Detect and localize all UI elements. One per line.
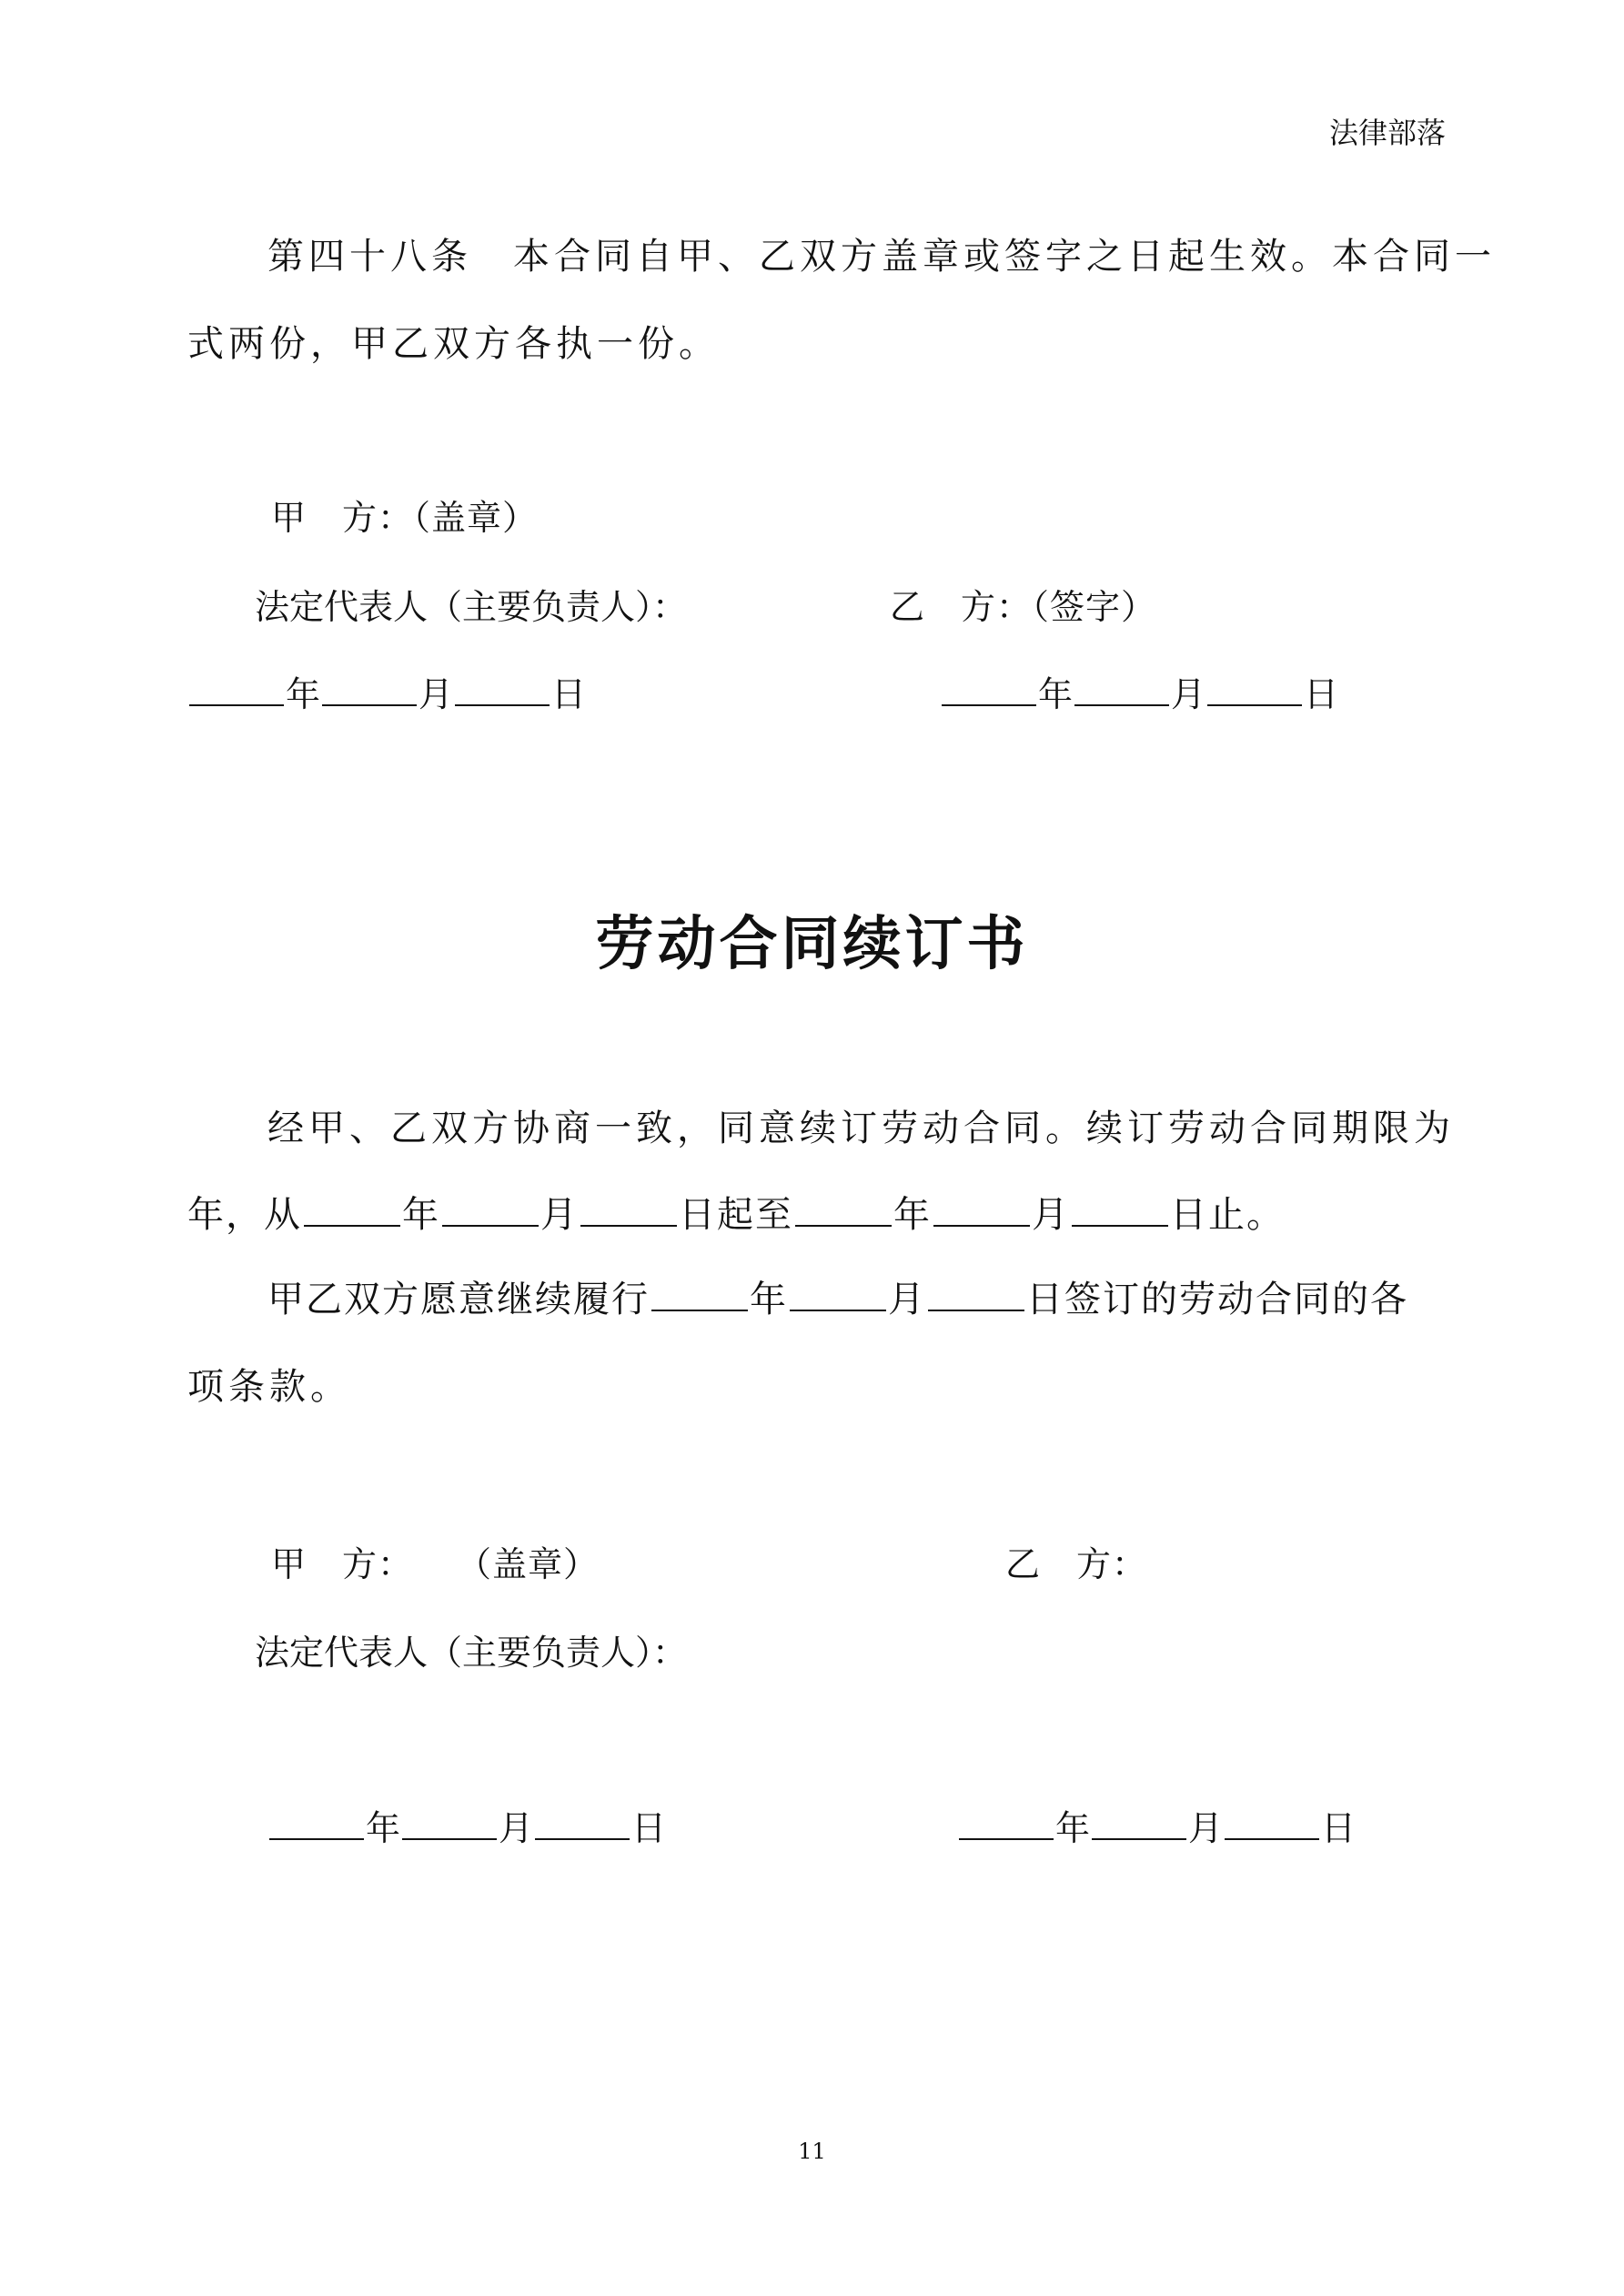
year-label: 年 bbox=[366, 1808, 401, 1848]
continue-prefix: 甲乙双方愿意继续履行 bbox=[267, 1279, 650, 1320]
year-blank bbox=[942, 703, 1036, 706]
year-blank bbox=[269, 1837, 364, 1840]
party-a-date-line bbox=[187, 674, 587, 714]
to-day-blank bbox=[1072, 1224, 1168, 1227]
renewal-legal-representative-label: 法定代表人（主要负责人）： bbox=[255, 1633, 688, 1673]
renewal-paragraph-2-line-1 bbox=[267, 1281, 1408, 1318]
renewal-party-a-date-line bbox=[267, 1808, 667, 1848]
to-year-blank bbox=[795, 1224, 892, 1227]
month-blank bbox=[1092, 1837, 1186, 1840]
from-suffix: 日起至 bbox=[679, 1194, 793, 1236]
month-label: 月 bbox=[1188, 1808, 1224, 1848]
period-prefix: 年，从 bbox=[187, 1194, 302, 1236]
renewal-title: 劳动合同续订书 bbox=[595, 910, 1029, 978]
year-label: 年 bbox=[1038, 674, 1074, 714]
legal-representative-label: 法定代表人（主要负责人）： bbox=[255, 587, 688, 627]
month-label: 月 bbox=[499, 1808, 534, 1848]
party-b-signature-label: 乙 方：（签字） bbox=[890, 587, 1157, 627]
header-brand: 法律部落 bbox=[1328, 116, 1446, 150]
party-a-seal-label: 甲 方：（盖章） bbox=[271, 498, 539, 538]
day-label: 日 bbox=[1321, 1808, 1357, 1848]
renewal-party-a-label: 甲 方： bbox=[271, 1544, 414, 1584]
signed-month-blank bbox=[790, 1309, 886, 1311]
from-year-blank bbox=[304, 1224, 400, 1227]
year-label: 年 bbox=[402, 1194, 440, 1236]
month-label: 月 bbox=[1171, 674, 1206, 714]
year-label: 年 bbox=[286, 674, 321, 714]
day-label: 日 bbox=[631, 1808, 667, 1848]
month-blank bbox=[322, 703, 417, 706]
year-label: 年 bbox=[750, 1279, 788, 1320]
month-label: 月 bbox=[540, 1194, 579, 1236]
end-suffix: 日止。 bbox=[1170, 1194, 1285, 1236]
from-day-blank bbox=[580, 1224, 677, 1227]
day-blank bbox=[1207, 703, 1302, 706]
to-month-blank bbox=[933, 1224, 1030, 1227]
day-label: 日 bbox=[1304, 674, 1339, 714]
year-blank bbox=[959, 1837, 1054, 1840]
party-b-date-line bbox=[940, 674, 1339, 714]
article-48-line-1: 第四十八条 本合同自甲、乙双方盖章或签字之日起生效。本合同一 bbox=[267, 236, 1496, 278]
continue-suffix: 日签订的劳动合同的各 bbox=[1026, 1279, 1408, 1320]
year-label: 年 bbox=[893, 1194, 932, 1236]
day-blank bbox=[455, 703, 550, 706]
renewal-paragraph-1-line-1: 经甲、乙双方协商一致，同意续订劳动合同。续订劳动合同期限为 bbox=[267, 1108, 1455, 1149]
from-month-blank bbox=[442, 1224, 539, 1227]
renewal-party-a-seal: （盖章） bbox=[457, 1544, 600, 1584]
renewal-party-b-label: 乙 方： bbox=[1005, 1544, 1148, 1584]
year-label: 年 bbox=[1055, 1808, 1091, 1848]
renewal-party-b-date-line bbox=[957, 1808, 1357, 1848]
renewal-paragraph-1-line-2 bbox=[187, 1194, 1285, 1236]
signed-day-blank bbox=[928, 1309, 1024, 1311]
month-blank bbox=[1074, 703, 1169, 706]
month-label: 月 bbox=[419, 674, 454, 714]
day-blank bbox=[1225, 1837, 1319, 1840]
month-blank bbox=[402, 1837, 497, 1840]
month-label: 月 bbox=[1032, 1194, 1070, 1236]
renewal-party-a-line bbox=[271, 1544, 600, 1584]
month-label: 月 bbox=[888, 1279, 926, 1320]
article-48-line-2: 式两份，甲乙双方各执一份。 bbox=[187, 323, 720, 365]
day-blank bbox=[535, 1837, 630, 1840]
signed-year-blank bbox=[651, 1309, 748, 1311]
renewal-paragraph-2-line-2: 项条款。 bbox=[187, 1366, 351, 1408]
year-blank bbox=[189, 703, 284, 706]
day-label: 日 bbox=[551, 674, 587, 714]
page-number: 11 bbox=[798, 2139, 826, 2164]
